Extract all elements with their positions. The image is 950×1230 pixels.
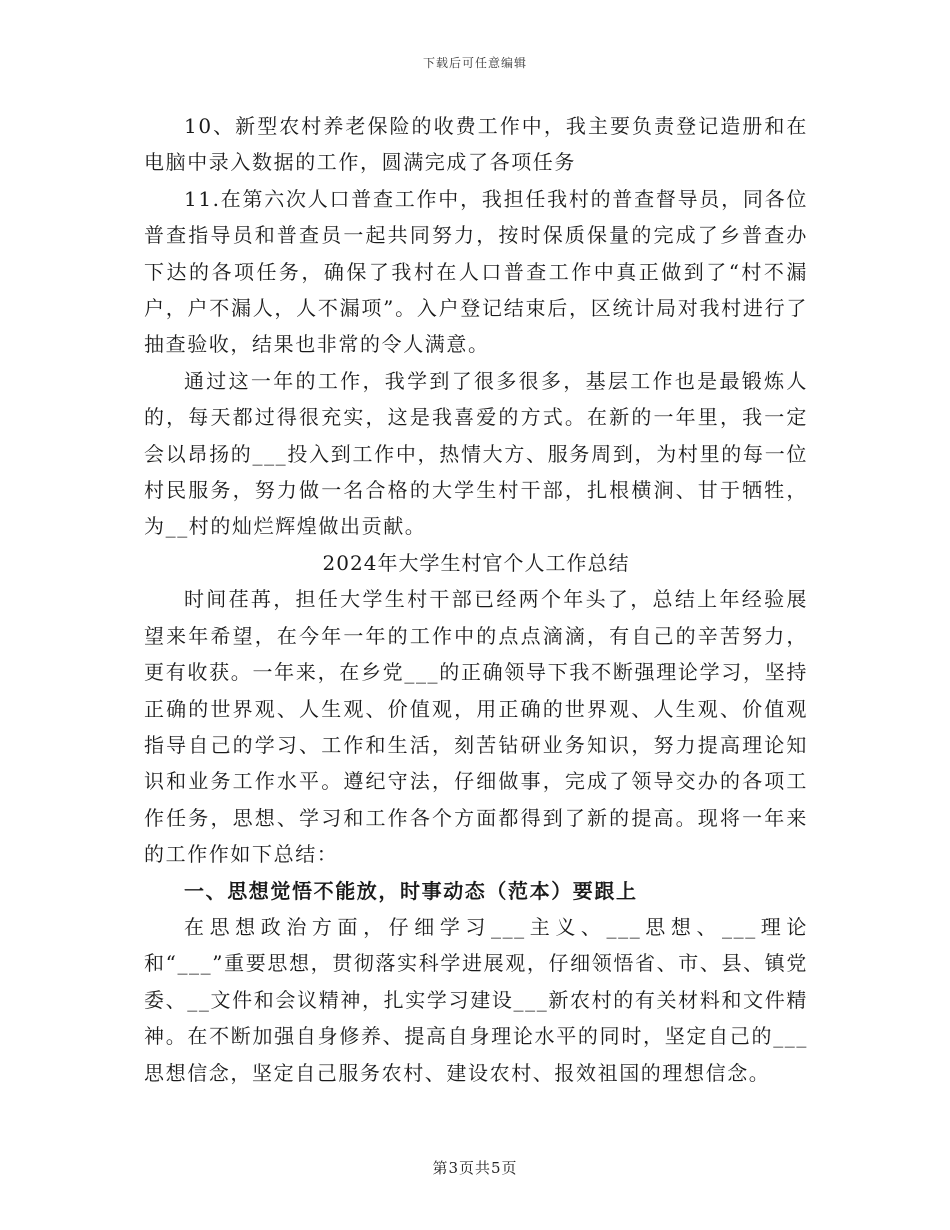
- paragraph-item-11: 11.在第六次人口普查工作中，我担任我村的普查督导员，同各位普查指导员和普查员一起共同努力，按时保质保量的完成了乡普查办下达的各项任务，确保了我村在人口普查工作中真正做到了“村不漏户，户不漏人，人不漏项”。入户登记结束后，区统计局对我村进行了抽查验收，结果也非常的令人满意。: [144, 186, 808, 357]
- paragraph-conclusion: 通过这一年的工作，我学到了很多很多，基层工作也是最锻炼人的，每天都过得很充实，这是我喜爱的方式。在新的一年里，我一定会以昂扬的___投入到工作中，热情大方、服务周到，为村里的每一位村民服务，努力做一名合格的大学生村干部，扎根横涧、甘于牺牲，为__村的灿烂辉煌做出贡献。: [144, 368, 808, 539]
- page-number: 第3页共5页: [432, 1159, 518, 1177]
- section-heading-1: 一、思想觉悟不能放，时事动态（范本）要跟上: [184, 878, 638, 903]
- document-body: [144, 108, 808, 1091]
- paragraph-intro: 时间荏苒，担任大学生村干部已经两个年头了，总结上年经验展望来年希望，在今年一年的工作中的点点滴滴，有自己的辛苦努力，更有收获。一年来，在乡党___的正确领导下我不断强理论学习，坚持正确的世界观、人生观、价值观，用正确的世界观、人生观、价值观指导自己的学习、工作和生活，刻苦钻研业务知识，努力提高理论知识和业务工作水平。遵纪守法，仔细做事，完成了领导交办的各项工作任务，思想、学习和工作各个方面都得到了新的提高。现将一年来的工作作如下总结：: [144, 587, 808, 867]
- header-note: 下载后可任意编辑: [422, 56, 527, 70]
- paragraph-politics: 在思想政治方面，仔细学习___主义、___思想、___理论和“___”重要思想，贯彻落实科学进展观，仔细领悟省、市、县、镇党委、__文件和会议精神，扎实学习建设___新农村的有关材料和文件精神。在不断加强自身修养、提高自身理论水平的同时，坚定自己的___思想信念，坚定自己服务农村、建设农村、报效祖国的理想信念。: [144, 914, 808, 1085]
- document-title: 2024年大学生村官个人工作总结: [322, 550, 630, 575]
- paragraph-item-10: 10、新型农村养老保险的收费工作中，我主要负责登记造册和在电脑中录入数据的工作，圆满完成了各项任务: [144, 114, 808, 175]
